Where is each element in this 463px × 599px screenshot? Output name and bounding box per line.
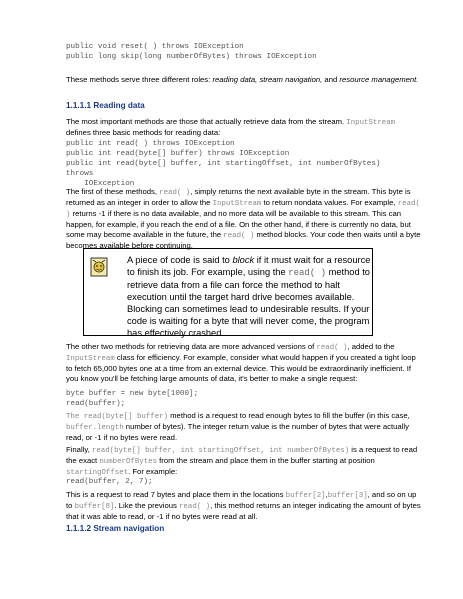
paragraph-read-first: The first of these methods, read( ), simply returns the next available byte in the stream. This byte is returned as an integer in order to allow the InputStream to return nondata values. For example, read( ) returns -1 if there is no data available, and no more data will be available to this stream. This can happen, for example, if you reach the end of a file. On the other hand, if there is currently no data, but some may become available in the future, the read( ) method blocks. Your code then waits until a byte becomes available before continuing. xyxy=(66,187,421,250)
code-block-read-methods xyxy=(66,139,421,189)
section-heading-stream-navigation: 1.1.1.2 Stream navigation xyxy=(66,524,165,533)
paragraph-read-offset: Finally, read(byte[] buffer, int startingOffset, int numberOfBytes) is a request to read the exact numberOfBytes from the stream and place them in the buffer starting at position startingOffset. For example: xyxy=(66,445,418,477)
code-line: public int read(byte[] buffer) throws IOException xyxy=(66,150,290,158)
code-line: IOException xyxy=(66,180,135,188)
paragraph-reading-intro: The most important methods are those that actually retrieve data from the stream. InputStream defines three basic methods for reading data: xyxy=(66,117,396,137)
note-box-blocking xyxy=(83,248,373,336)
paragraph-read-7-bytes: This is a request to read 7 bytes and place them in the locations buffer[2],buffer[3], and so on up to buffer[8]. Like the previous read( ), this method returns an integer indicating the amount of bytes that it was able to read, or -1 if no bytes were read at all. xyxy=(66,490,421,521)
section-heading-reading-data: 1.1.1.1 Reading data xyxy=(66,101,145,110)
paragraph-read-buffer: The read(byte[] buffer) method is a request to read enough bytes to fill the buffer (in this case, buffer.length number of bytes). The integer return value is the number of bytes that were actually read, or -1 if no bytes were read. xyxy=(66,411,410,442)
note-icon xyxy=(90,257,108,277)
code-line: byte buffer = new byte[1000]; xyxy=(66,390,199,398)
code-line: throws xyxy=(66,170,94,178)
code-block-buffer xyxy=(66,389,421,409)
code-line: read(buffer); xyxy=(66,400,126,408)
paragraph-other-methods: The other two methods for retrieving data are more advanced versions of read( ), added to the InputStream class for efficiency. For example, consider what would happen if you created a tight loop to fetch 65,000 bytes one at a time from an external device. This would be extraordinarily inefficient. If you know you'll be fetching large amounts of data, it's better to make a single request: xyxy=(66,342,416,383)
code-line: public void reset( ) throws IOException xyxy=(66,43,244,51)
code-line: read(buffer, 2, 7); xyxy=(66,478,153,486)
intro-paragraph: These methods serve three different roles: reading data, stream navigation, and resource management. xyxy=(66,75,419,84)
code-line: public int read(byte[] buffer, int startingOffset, int numberOfBytes) xyxy=(66,160,381,168)
code-line: public int read( ) throws IOException xyxy=(66,140,235,148)
note-text: A piece of code is said to block if it must wait for a resource to finish its job. For example, using the read( ) method to retrieve data from a file can force the method to halt execution until the target hard drive becomes available. Blocking can sometimes lead to undesirable results. If your code is waiting for a byte that will never come, the program has effectively crashed. xyxy=(127,255,371,338)
code-block-read-example xyxy=(66,477,421,487)
code-line: public long skip(long numberOfBytes) throws IOException xyxy=(66,53,317,61)
code-block-reset-skip xyxy=(66,42,421,62)
